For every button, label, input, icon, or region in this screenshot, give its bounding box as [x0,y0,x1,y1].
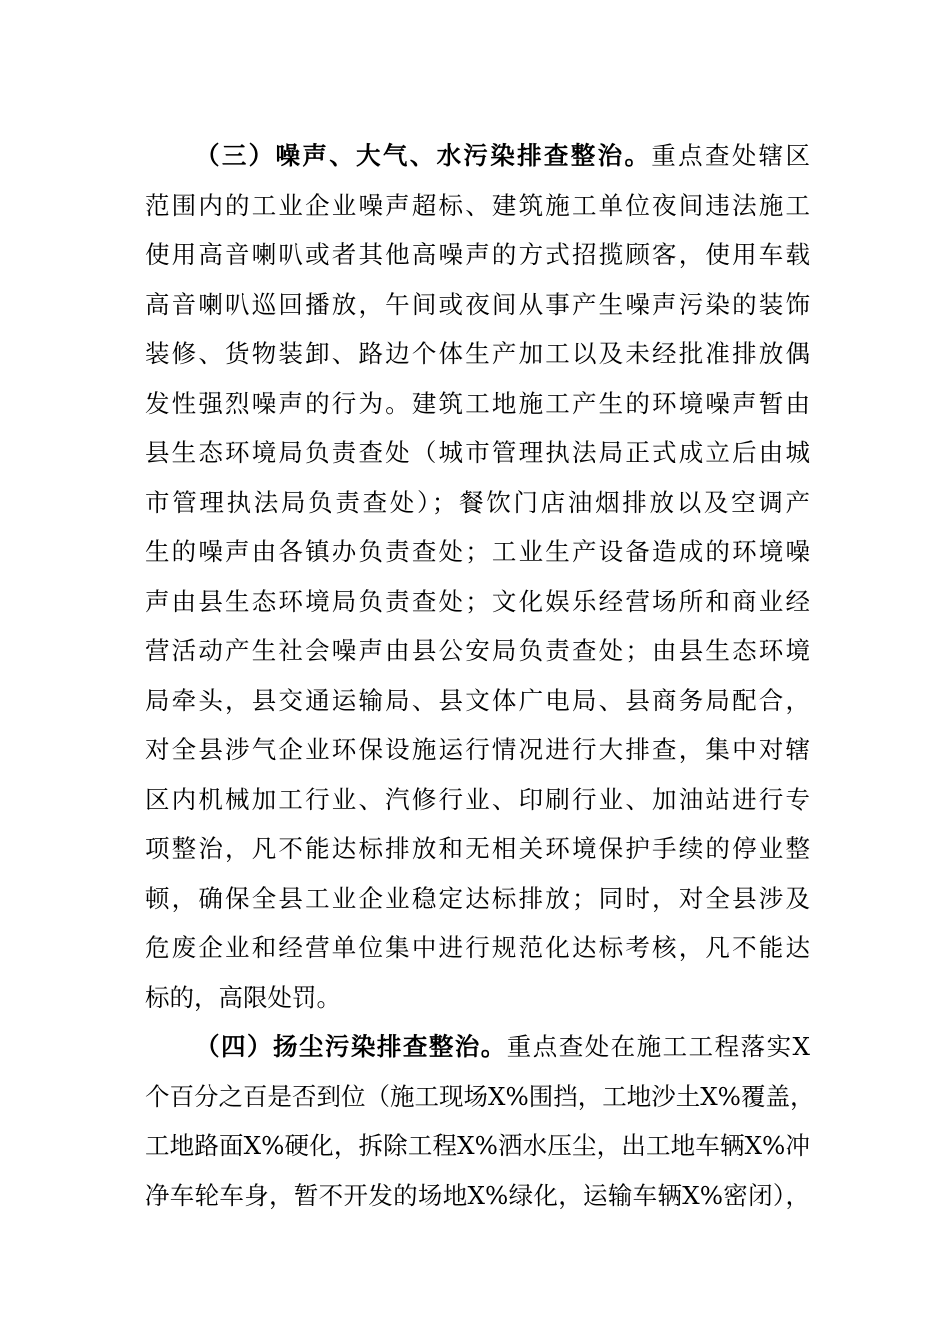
section-3-first-line [195,136,810,176]
section-4-heading: （四）扬尘污染排查整治。 [195,1032,507,1061]
section-4-first-line [195,1027,810,1067]
section-3-line: 区内机械加工行业、汽修行业、印刷行业、加油站进行专 [145,785,810,814]
section-3-line: 装修、货物装卸、路边个体生产加工以及未经批准排放偶 [145,339,810,368]
section-3-line: 标的，高限处罚。 [145,983,341,1012]
section-3-first-line-text: 重点查处辖区 [651,141,811,170]
section-3-line: 危废企业和经营单位集中进行规范化达标考核，凡不能达 [145,933,810,962]
section-3-line: 对全县涉气企业环保设施运行情况进行大排查，集中对辖 [145,735,810,764]
section-3-line: 声由县生态环境局负责查处；文化娱乐经营场所和商业经 [145,587,810,616]
section-4-line: 工地路面X%硬化，拆除工程X%洒水压尘，出工地车辆X%冲 [145,1131,810,1160]
section-3-line: 顿，确保全县工业企业稳定达标排放；同时，对全县涉及 [145,884,810,913]
section-3-line: 局牵头，县交通运输局、县文体广电局、县商务局配合， [145,686,810,715]
section-3-line: 使用高音喇叭或者其他高噪声的方式招揽顾客，使用车载 [145,240,810,269]
section-3-line: 项整治，凡不能达标排放和无相关环境保护手续的停业整 [145,834,810,863]
section-3-line: 高音喇叭巡回播放，午间或夜间从事产生噪声污染的装饰 [145,290,810,319]
section-3-line: 生的噪声由各镇办负责查处；工业生产设备造成的环境噪 [145,537,810,566]
section-3-line: 营活动产生社会噪声由县公安局负责查处；由县生态环境 [145,636,810,665]
section-3-heading: （三）噪声、大气、水污染排查整治。 [195,141,652,170]
section-4-first-line-text: 重点查处在施工工程落实X [506,1032,810,1061]
section-4-line: 个百分之百是否到位（施工现场X%围挡，工地沙土X%覆盖， [145,1082,815,1111]
section-3-line: 市管理执法局负责查处）；餐饮门店油烟排放以及空调产 [145,488,810,517]
section-3-line: 县生态环境局负责查处（城市管理执法局正式成立后由城 [145,438,810,467]
section-3-line: 范围内的工业企业噪声超标、建筑施工单位夜间违法施工 [145,191,810,220]
section-3-line: 发性强烈噪声的行为。建筑工地施工产生的环境噪声暂由 [145,389,810,418]
section-4-line: 净车轮车身，暂不开发的场地X%绿化，运输车辆X%密闭）， [145,1181,810,1210]
